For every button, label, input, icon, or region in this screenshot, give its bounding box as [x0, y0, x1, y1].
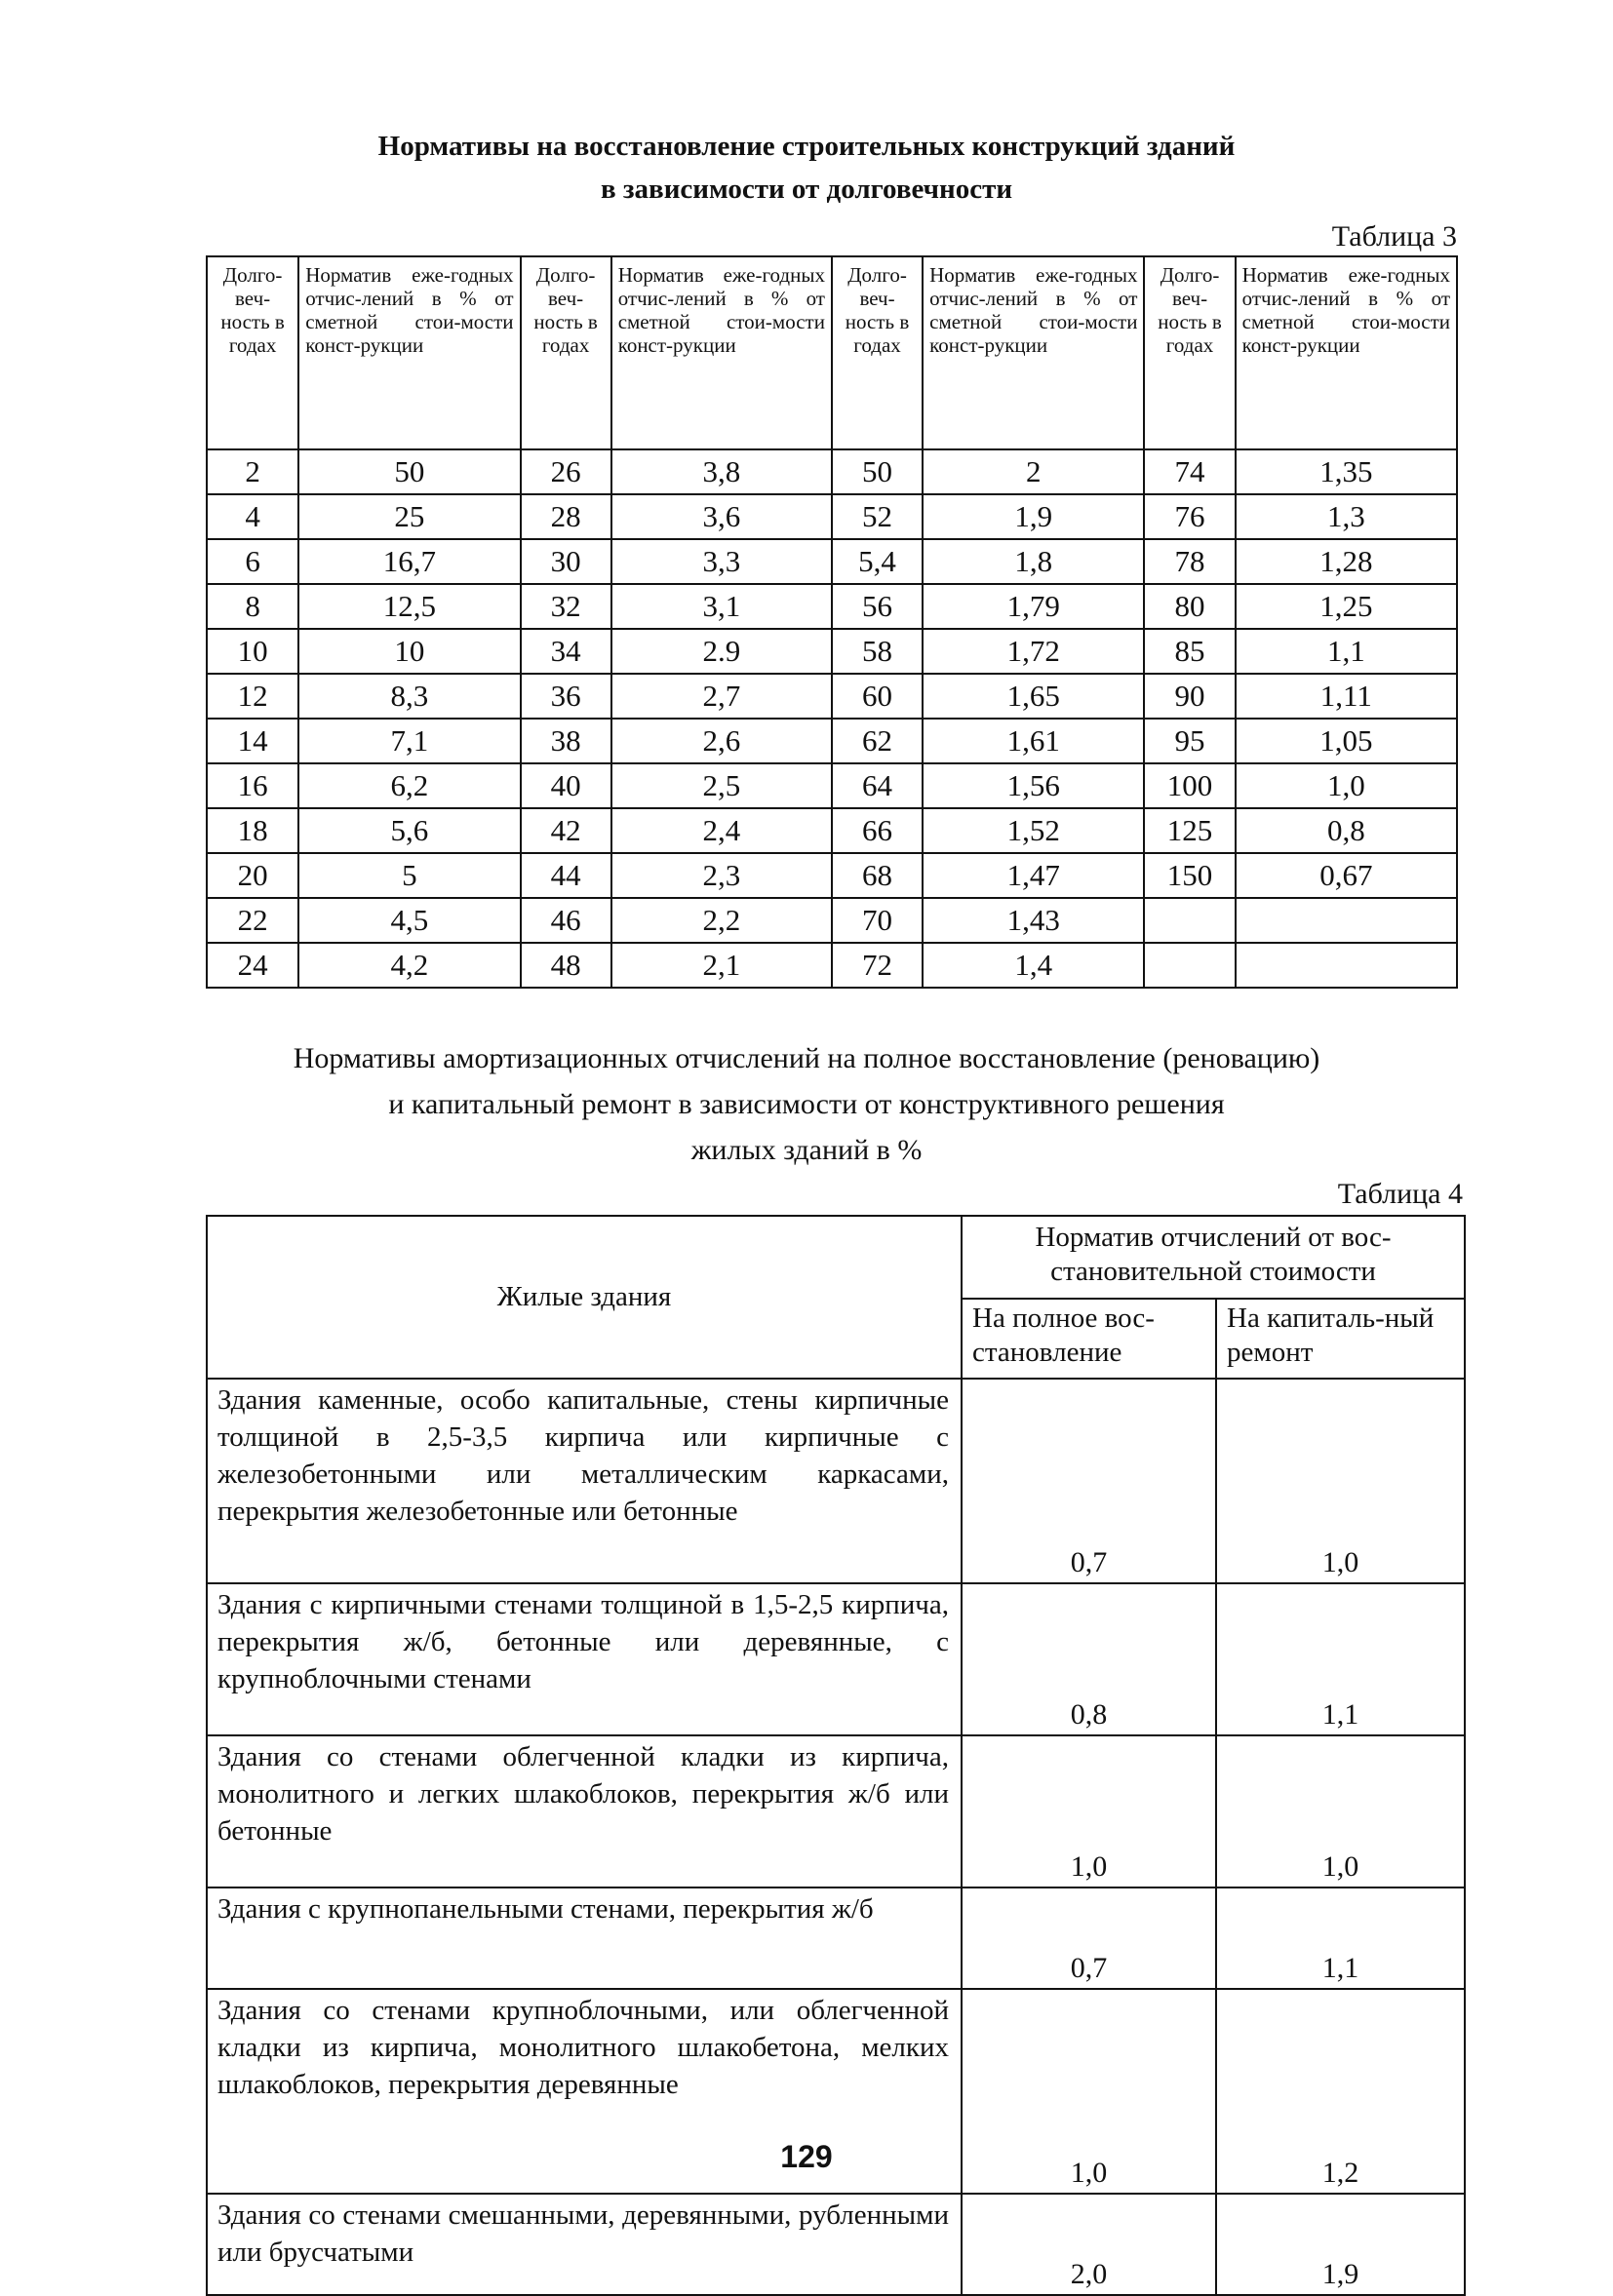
deduction-norm-cell: 0,67 — [1236, 853, 1457, 898]
header-deduction-norm-group: Норматив отчислений от вос-становительной стоимости — [962, 1216, 1465, 1299]
header-durability-years: Долго-веч-ность в годах — [832, 256, 923, 449]
durability-years-cell: 80 — [1144, 584, 1235, 629]
deduction-norm-cell: 1,05 — [1236, 719, 1457, 763]
deduction-norm-cell: 2,4 — [611, 808, 832, 853]
capital-repair-value-cell: 1,1 — [1216, 1583, 1465, 1735]
deduction-norm-cell: 2,1 — [611, 943, 832, 988]
deduction-norm-cell: 1,28 — [1236, 539, 1457, 584]
durability-years-cell: 64 — [832, 763, 923, 808]
durability-table — [206, 255, 1458, 989]
deduction-norm-cell: 3,6 — [611, 494, 832, 539]
deduction-norm-cell: 1,52 — [923, 808, 1144, 853]
durability-years-cell: 32 — [521, 584, 611, 629]
deduction-norm-cell: 1,61 — [923, 719, 1144, 763]
durability-years-cell: 38 — [521, 719, 611, 763]
durability-years-cell: 2 — [207, 449, 298, 494]
durability-years-cell: 10 — [207, 629, 298, 674]
durability-years-cell: 24 — [207, 943, 298, 988]
full-restoration-value-cell: 0,7 — [962, 1379, 1216, 1583]
durability-years-cell: 58 — [832, 629, 923, 674]
durability-years-cell: 8 — [207, 584, 298, 629]
header-annual-deduction-norm: Норматив еже-годных отчис-лений в % от сметной стои-мости конст-рукции — [611, 256, 832, 449]
amortization-table — [206, 1215, 1466, 2296]
deduction-norm-cell: 1,11 — [1236, 674, 1457, 719]
capital-repair-value-cell: 1,0 — [1216, 1735, 1465, 1887]
deduction-norm-cell: 1,79 — [923, 584, 1144, 629]
durability-years-cell: 26 — [521, 449, 611, 494]
header-annual-deduction-norm: Норматив еже-годных отчис-лений в % от сметной стои-мости конст-рукции — [1236, 256, 1457, 449]
full-restoration-value-cell: 2,0 — [962, 2194, 1216, 2295]
deduction-norm-cell — [1236, 943, 1457, 988]
building-description-cell: Здания со стенами крупноблочными, или облегченной кладки из кирпича, монолитного шлакобетона, мелких шлакоблоков, перекрытия деревянные — [207, 1989, 962, 2194]
durability-years-cell: 6 — [207, 539, 298, 584]
durability-years-cell: 72 — [832, 943, 923, 988]
deduction-norm-cell: 5,6 — [298, 808, 520, 853]
durability-years-cell: 95 — [1144, 719, 1235, 763]
durability-years-cell: 68 — [832, 853, 923, 898]
deduction-norm-cell: 1,56 — [923, 763, 1144, 808]
durability-years-cell: 66 — [832, 808, 923, 853]
deduction-norm-cell: 0,8 — [1236, 808, 1457, 853]
building-description-cell: Здания с крупнопанельными стенами, перекрытия ж/б — [207, 1887, 962, 1989]
table-row — [207, 539, 1457, 584]
table-row — [207, 1735, 1465, 1887]
deduction-norm-cell: 1,25 — [1236, 584, 1457, 629]
durability-years-cell: 5,4 — [832, 539, 923, 584]
deduction-norm-cell: 16,7 — [298, 539, 520, 584]
durability-years-cell: 42 — [521, 808, 611, 853]
deduction-norm-cell: 25 — [298, 494, 520, 539]
table-row — [207, 674, 1457, 719]
table-row — [207, 719, 1457, 763]
durability-years-cell: 48 — [521, 943, 611, 988]
durability-years-cell: 100 — [1144, 763, 1235, 808]
table-row — [207, 449, 1457, 494]
durability-years-cell: 28 — [521, 494, 611, 539]
deduction-norm-cell: 10 — [298, 629, 520, 674]
durability-years-cell: 30 — [521, 539, 611, 584]
durability-years-cell: 85 — [1144, 629, 1235, 674]
table4-title-line3: жилых зданий в % — [690, 1134, 923, 1166]
capital-repair-value-cell: 1,1 — [1216, 1887, 1465, 1989]
table3-title-line2: в зависимости от долговечности — [600, 174, 1013, 205]
durability-years-cell: 18 — [207, 808, 298, 853]
durability-years-cell — [1144, 943, 1235, 988]
table-row — [207, 1583, 1465, 1735]
table-row — [207, 808, 1457, 853]
building-description-cell: Здания со стенами облегченной кладки из кирпича, монолитного и легких шлакоблоков, перекрытия ж/б или бетонные — [207, 1735, 962, 1887]
deduction-norm-cell: 2.9 — [611, 629, 832, 674]
deduction-norm-cell: 1,35 — [1236, 449, 1457, 494]
durability-years-cell: 36 — [521, 674, 611, 719]
durability-years-cell: 60 — [832, 674, 923, 719]
header-capital-repair: На капиталь-ный ремонт — [1216, 1299, 1465, 1379]
deduction-norm-cell: 1,1 — [1236, 629, 1457, 674]
durability-years-cell: 74 — [1144, 449, 1235, 494]
deduction-norm-cell: 1,9 — [923, 494, 1144, 539]
durability-years-cell: 40 — [521, 763, 611, 808]
durability-years-cell: 78 — [1144, 539, 1235, 584]
table-row — [207, 584, 1457, 629]
table3-caption: Таблица 3 — [1331, 220, 1457, 253]
durability-years-cell: 34 — [521, 629, 611, 674]
header-durability-years: Долго-веч-ность в годах — [207, 256, 298, 449]
full-restoration-value-cell: 1,0 — [962, 1989, 1216, 2194]
table3-title — [0, 125, 1613, 211]
table-row — [207, 898, 1457, 943]
header-full-restoration: На полное вос-становление — [962, 1299, 1216, 1379]
durability-years-cell — [1144, 898, 1235, 943]
header-annual-deduction-norm: Норматив еже-годных отчис-лений в % от сметной стои-мости конст-рукции — [923, 256, 1144, 449]
capital-repair-value-cell: 1,0 — [1216, 1379, 1465, 1583]
full-restoration-value-cell: 1,0 — [962, 1735, 1216, 1887]
table-row — [207, 943, 1457, 988]
durability-years-cell: 22 — [207, 898, 298, 943]
deduction-norm-cell: 5 — [298, 853, 520, 898]
header-durability-years: Долго-веч-ность в годах — [521, 256, 611, 449]
building-description-cell: Здания с кирпичными стенами толщиной в 1,5-2,5 кирпича, перекрытия ж/б, бетонные или деревянные, с крупноблочными стенами — [207, 1583, 962, 1735]
table4-title-line2: и капитальный ремонт в зависимости от конструктивного решения — [388, 1088, 1225, 1120]
deduction-norm-cell: 8,3 — [298, 674, 520, 719]
table4-title — [0, 1035, 1613, 1173]
deduction-norm-cell: 1,4 — [923, 943, 1144, 988]
deduction-norm-cell: 1,65 — [923, 674, 1144, 719]
deduction-norm-cell: 4,5 — [298, 898, 520, 943]
deduction-norm-cell: 1,0 — [1236, 763, 1457, 808]
table-row — [207, 853, 1457, 898]
durability-years-cell: 12 — [207, 674, 298, 719]
deduction-norm-cell: 1,43 — [923, 898, 1144, 943]
deduction-norm-cell: 3,8 — [611, 449, 832, 494]
capital-repair-value-cell: 1,9 — [1216, 2194, 1465, 2295]
table-row — [207, 629, 1457, 674]
deduction-norm-cell: 2,6 — [611, 719, 832, 763]
deduction-norm-cell: 1,72 — [923, 629, 1144, 674]
table3-body — [207, 449, 1457, 988]
deduction-norm-cell: 12,5 — [298, 584, 520, 629]
deduction-norm-cell: 2,3 — [611, 853, 832, 898]
deduction-norm-cell: 2,5 — [611, 763, 832, 808]
durability-years-cell: 70 — [832, 898, 923, 943]
deduction-norm-cell: 6,2 — [298, 763, 520, 808]
durability-years-cell: 16 — [207, 763, 298, 808]
building-description-cell: Здания со стенами смешанными, деревянными, рубленными или брусчатыми — [207, 2194, 962, 2295]
header-residential-buildings: Жилые здания — [207, 1216, 962, 1379]
deduction-norm-cell: 3,1 — [611, 584, 832, 629]
deduction-norm-cell: 4,2 — [298, 943, 520, 988]
full-restoration-value-cell: 0,7 — [962, 1887, 1216, 1989]
table-row — [207, 1887, 1465, 1989]
deduction-norm-cell: 1,47 — [923, 853, 1144, 898]
durability-years-cell: 90 — [1144, 674, 1235, 719]
table-row — [207, 1379, 1465, 1583]
table4-caption: Таблица 4 — [1337, 1178, 1463, 1210]
durability-years-cell: 76 — [1144, 494, 1235, 539]
table3-header-row — [207, 256, 1457, 449]
durability-years-cell: 4 — [207, 494, 298, 539]
deduction-norm-cell: 2,2 — [611, 898, 832, 943]
durability-years-cell: 56 — [832, 584, 923, 629]
durability-years-cell: 150 — [1144, 853, 1235, 898]
durability-years-cell: 62 — [832, 719, 923, 763]
durability-years-cell: 20 — [207, 853, 298, 898]
deduction-norm-cell: 1,3 — [1236, 494, 1457, 539]
deduction-norm-cell: 50 — [298, 449, 520, 494]
deduction-norm-cell: 3,3 — [611, 539, 832, 584]
deduction-norm-cell: 2,7 — [611, 674, 832, 719]
table3-title-line1: Нормативы на восстановление строительных конструкций зданий — [377, 131, 1236, 162]
deduction-norm-cell — [1236, 898, 1457, 943]
durability-years-cell: 46 — [521, 898, 611, 943]
table-row — [207, 494, 1457, 539]
capital-repair-value-cell: 1,2 — [1216, 1989, 1465, 2194]
durability-years-cell: 14 — [207, 719, 298, 763]
full-restoration-value-cell: 0,8 — [962, 1583, 1216, 1735]
durability-years-cell: 44 — [521, 853, 611, 898]
table-row — [207, 763, 1457, 808]
table-row — [207, 2194, 1465, 2295]
building-description-cell: Здания каменные, особо капитальные, стены кирпичные толщиной в 2,5-3,5 кирпича или кирпичные с железобетонными или металлическим каркасами, перекрытия железобетонные или бетонные — [207, 1379, 962, 1583]
header-annual-deduction-norm: Норматив еже-годных отчис-лений в % от сметной стои-мости конст-рукции — [298, 256, 520, 449]
deduction-norm-cell: 7,1 — [298, 719, 520, 763]
deduction-norm-cell: 1,8 — [923, 539, 1144, 584]
durability-years-cell: 125 — [1144, 808, 1235, 853]
durability-years-cell: 52 — [832, 494, 923, 539]
table4-title-line1: Нормативы амортизационных отчислений на полное восстановление (реновацию) — [293, 1042, 1320, 1074]
page-number: 129 — [780, 2139, 833, 2174]
durability-years-cell: 50 — [832, 449, 923, 494]
deduction-norm-cell: 2 — [923, 449, 1144, 494]
table4-header-row-1 — [207, 1216, 1465, 1299]
header-durability-years: Долго-веч-ность в годах — [1144, 256, 1235, 449]
